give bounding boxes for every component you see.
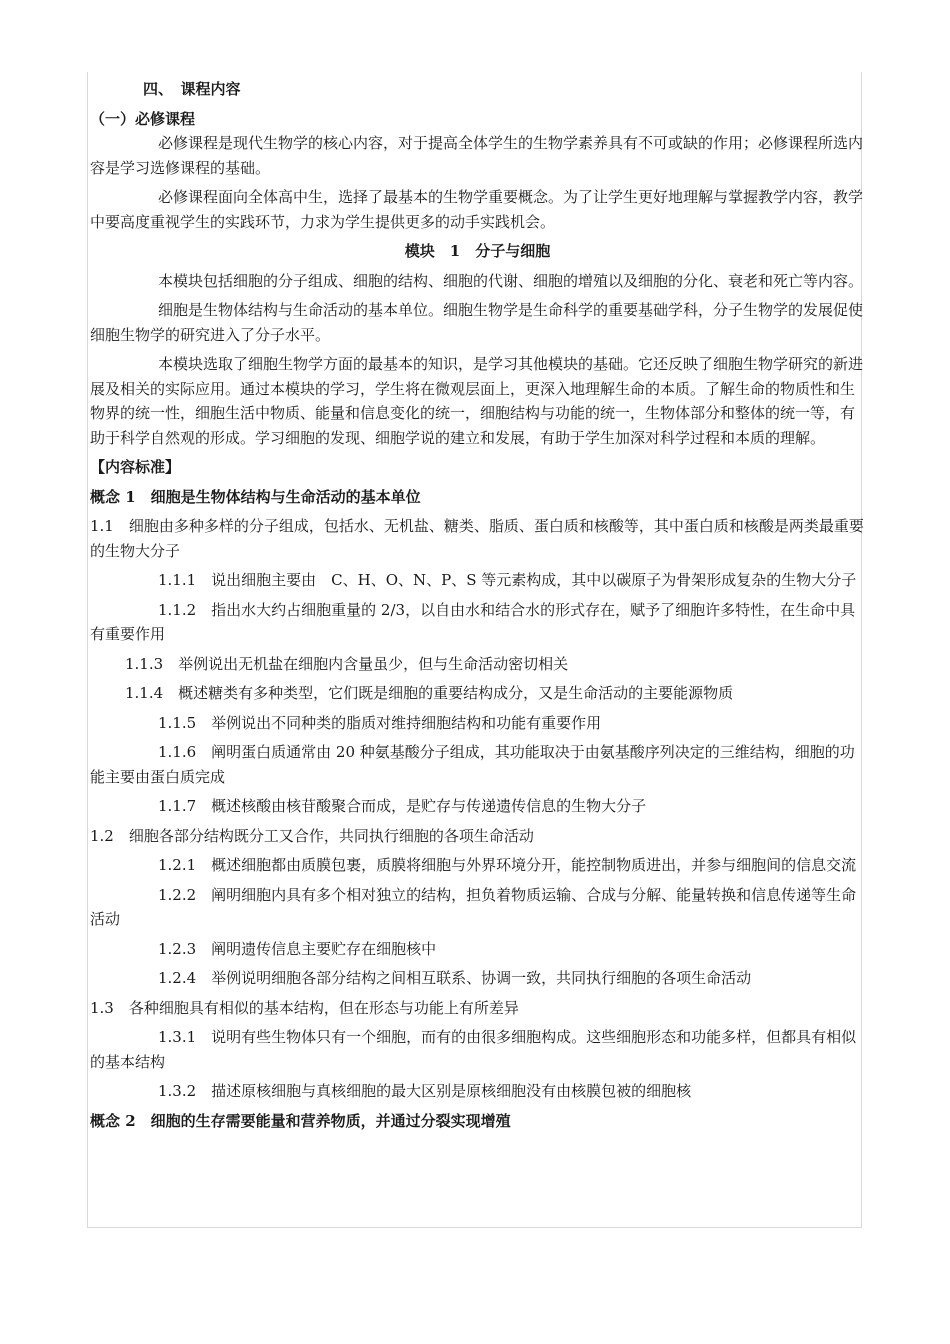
list-item: 1.1 细胞由多种多样的分子组成，包括水、无机盐、糖类、脂质、蛋白质和核酸等，其中蛋白质和核酸是两类最重要的生物大分子	[90, 517, 864, 560]
list-item: 1.1.6 阐明蛋白质通常由 20 种氨基酸分子组成，其功能取决于由氨基酸序列决定的三维结构，细胞的功能主要由蛋白质完成	[90, 743, 855, 786]
list-item: 1.2.1 概述细胞都由质膜包裹，质膜将细胞与外界环境分开，能控制物质进出，并参与细胞间的信息交流	[158, 856, 857, 874]
list-item: 1.2 细胞各部分结构既分工又合作，共同执行细胞的各项生命活动	[90, 826, 534, 845]
module-title: 模块 1 分子与细胞	[404, 242, 551, 260]
subsection-heading: （一）必修课程	[90, 109, 196, 128]
list-item: 1.1.3 举例说出无机盐在细胞内含量虽少，但与生命活动密切相关	[125, 654, 569, 673]
module-paragraph: 本模块选取了细胞生物学方面的最基本的知识，是学习其他模块的基础。它还反映了细胞生物学研究的新进展及相关的实际应用。通过本模块的学习，学生将在微观层面上，更深入地理解生命的本质。了解生命的物质性和生物界的统一性，细胞生活中物质、能量和信息变化的统一，细胞结构与功能的统一，生物体部分和整体的统一等，有助于科学自然观的形成。学习细胞的发现、细胞学说的建立和发展，有助于学生加深对科学过程和本质的理解。	[90, 355, 864, 447]
list-item: 1.1.5 举例说出不同种类的脂质对维持细胞结构和功能有重要作用	[158, 713, 602, 732]
list-item: 1.3.1 说明有些生物体只有一个细胞，而有的由很多细胞构成。这些细胞形态和功能多样，但都具有相似的基本结构	[90, 1028, 857, 1071]
module-paragraph: 细胞是生物体结构与生命活动的基本单位。细胞生物学是生命科学的重要基础学科，分子生物学的发展促使细胞生物学的研究进入了分子水平。	[90, 301, 864, 344]
list-item: 1.2.3 阐明遗传信息主要贮存在细胞核中	[158, 939, 437, 958]
list-item: 1.1.2 指出水大约占细胞重量的 2/3，以自由水和结合水的形式存在，赋予了细胞许多特性，在生命中具有重要作用	[90, 600, 856, 643]
section-heading: 四、 课程内容	[143, 80, 241, 98]
list-item: 1.1.7 概述核酸由核苷酸聚合而成，是贮存与传递遗传信息的生物大分子	[158, 797, 647, 815]
document-body	[90, 77, 865, 1133]
concept-title: 概念 1 细胞是生物体结构与生命活动的基本单位	[90, 487, 421, 506]
intro-paragraph: 必修课程是现代生物学的核心内容，对于提高全体学生的生物学素养具有不可或缺的作用；必修课程所选内容是学习选修课程的基础。	[90, 134, 864, 177]
list-item: 1.2.2 阐明细胞内具有多个相对独立的结构，担负着物质运输、合成与分解、能量转换和信息传递等生命活动	[90, 885, 857, 928]
standards-list	[90, 514, 865, 1104]
list-item: 1.3 各种细胞具有相似的基本结构，但在形态与功能上有所差异	[90, 998, 519, 1017]
list-item: 1.1.4 概述糖类有多种类型，它们既是细胞的重要结构成分，又是生命活动的主要能源物质	[125, 684, 734, 702]
list-item: 1.1.1 说出细胞主要由 C、H、O、N、P、S 等元素构成，其中以碳原子为骨架形成复杂的生物大分子	[158, 571, 857, 589]
list-item: 1.2.4 举例说明细胞各部分结构之间相互联系、协调一致，共同执行细胞的各项生命活动	[158, 969, 752, 987]
list-item: 1.3.2 描述原核细胞与真核细胞的最大区别是原核细胞没有由核膜包被的细胞核	[158, 1082, 692, 1100]
module-paragraph: 本模块包括细胞的分子组成、细胞的结构、细胞的代谢、细胞的增殖以及细胞的分化、衰老和死亡等内容。	[158, 271, 864, 290]
content-standard-heading: 【内容标准】	[90, 458, 181, 476]
intro-paragraph: 必修课程面向全体高中生，选择了最基本的生物学重要概念。为了让学生更好地理解与掌握教学内容，教学中要高度重视学生的实践环节，力求为学生提供更多的动手实践机会。	[90, 188, 864, 231]
concept-title: 概念 2 细胞的生存需要能量和营养物质，并通过分裂实现增殖	[90, 1111, 511, 1130]
